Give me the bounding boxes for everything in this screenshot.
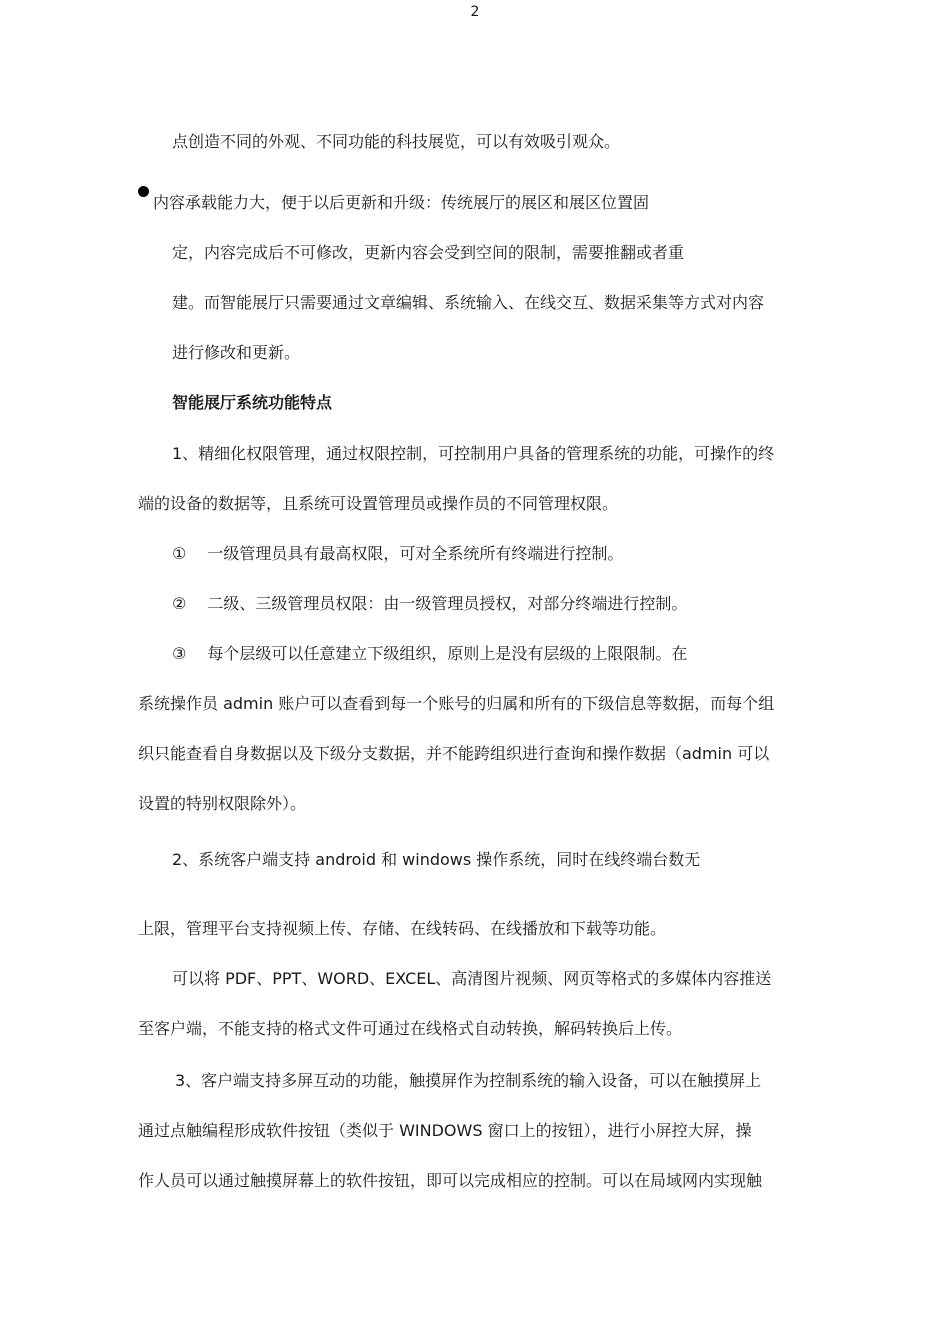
bullet-item-line: 内容承载能力大，便于以后更新和升级：传统展厅的展区和展区位置固 [153,193,650,212]
paragraph-line: 通过点触编程形成软件按钮（类似于 WINDOWS 窗口上的按钮），进行小屏控大屏，操 [138,1121,752,1140]
paragraph-line: 作人员可以通过触摸屏幕上的软件按钮，即可以完成相应的控制。可以在局域网内实现触 [138,1171,763,1190]
paragraph-line: 定，内容完成后不可修改，更新内容会受到空间的限制，需要推翻或者重 [172,243,685,262]
paragraph-line: 上限，管理平台支持视频上传、存储、在线转码、在线播放和下载等功能。 [138,919,667,938]
bullet-icon [138,186,149,197]
paragraph-line: 可以将 PDF、PPT、WORD、EXCEL、高清图片视频、网页等格式的多媒体内容推送 [172,969,772,988]
paragraph-line: 点创造不同的外观、不同功能的科技展览，可以有效吸引观众。 [172,132,621,151]
page-number: 2 [470,4,480,20]
paragraph-line: 1、精细化权限管理，通过权限控制，可控制用户具备的管理系统的功能，可操作的终 [172,444,775,463]
list-item: ① 一级管理员具有最高权限，可对全系统所有终端进行控制。 [172,544,624,563]
paragraph-line: 3、客户端支持多屏互动的功能，触摸屏作为控制系统的输入设备，可以在触摸屏上 [175,1071,762,1090]
paragraph-line: 进行修改和更新。 [172,343,301,362]
paragraph-line: 系统操作员 admin 账户可以查看到每一个账号的归属和所有的下级信息等数据，而每个组 [138,694,775,713]
paragraph-line: 设置的特别权限除外）。 [138,794,307,813]
paragraph-line: 织只能查看自身数据以及下级分支数据，并不能跨组织进行查询和操作数据（admin 可以 [138,744,770,763]
list-item: ② 二级、三级管理员权限：由一级管理员授权，对部分终端进行控制。 [172,594,688,613]
paragraph-line: 建。而智能展厅只需要通过文章编辑、系统输入、在线交互、数据采集等方式对内容 [172,293,765,312]
paragraph-line: 2、系统客户端支持 android 和 windows 操作系统，同时在线终端台数无 [172,850,701,869]
list-item: ③ 每个层级可以任意建立下级组织，原则上是没有层级的上限限制。在 [172,644,688,663]
paragraph-line: 至客户端，不能支持的格式文件可通过在线格式自动转换，解码转换后上传。 [138,1019,683,1038]
paragraph-line: 端的设备的数据等，且系统可设置管理员或操作员的不同管理权限。 [138,494,619,513]
section-heading: 智能展厅系统功能特点 [172,393,333,412]
